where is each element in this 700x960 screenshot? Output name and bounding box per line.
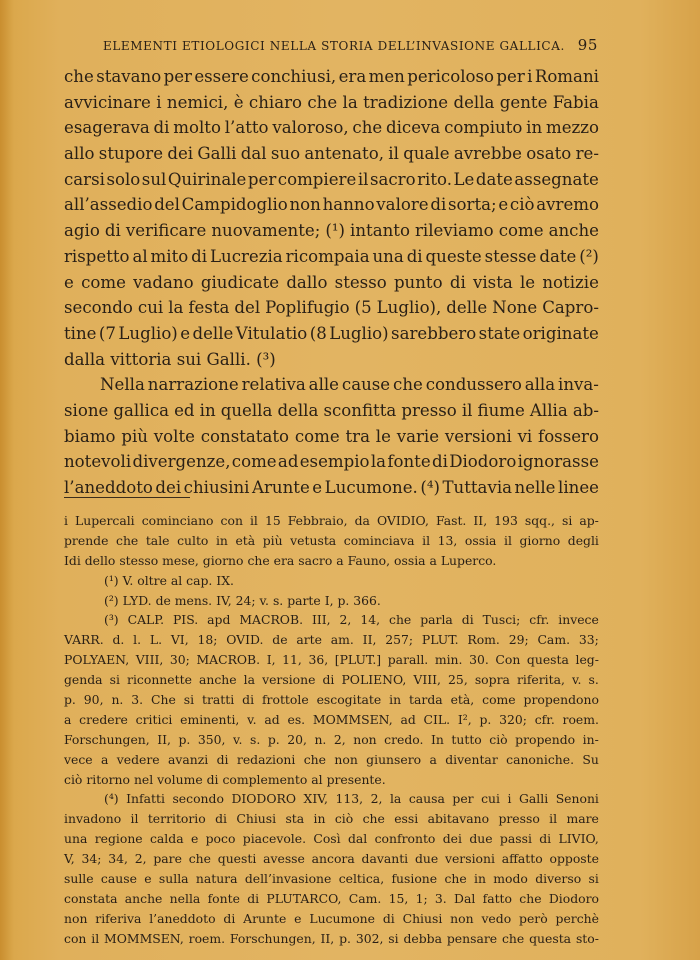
text-line: all’assedio del Campidoglio non hanno valore di sorta; e ciò avremo [64, 195, 599, 215]
footnote-line: con il MOMMSEN, roem. Forschungen, II, p. 302, si debba pensare che questa sto- [64, 930, 599, 946]
footnote-line: p. 90, n. 3. Che si tratti di frottole escogitate in tarda età, come propendono [64, 692, 599, 708]
text-line: biamo più volte constatato come tra le varie versioni vi fossero [64, 426, 599, 446]
footnote-line: genda si riconnette anche la versione di POLIENO, VIII, 25, sopra riferita, v. s. [64, 672, 599, 688]
footnote-line: Forschungen, II, p. 350, v. s. p. 20, n. 2, non credo. In tutto ciò propendo in- [64, 731, 599, 747]
running-header [103, 36, 598, 56]
main-text [64, 64, 599, 501]
text-line: secondo cui la festa del Poplifugio (5 Luglio), delle None Capro- [64, 298, 599, 318]
footnote-line: Idi dello stesso mese, giorno che era sacro a Fauno, ossia a Luperco. [64, 552, 497, 568]
footnote-line: constata anche nella fonte di PLUTARCO, Cam. 15, 1; 3. Dal fatto che Diodoro [64, 890, 599, 906]
footnote-line: vece a vedere avanzi di redazioni che non giunsero a diventar canoniche. Su [64, 751, 599, 767]
page-number: 95 [577, 36, 598, 54]
footnote-line: (⁴) Infatti secondo DIODORO XIV, 113, 2, la causa per cui i Galli Senoni [104, 791, 599, 807]
footnote-line: prende che tale culto in età più vetusta cominciava il 13, ossia il giorno degli [64, 532, 599, 548]
text-line: Nella narrazione relativa alle cause che condussero alla inva- [100, 375, 599, 395]
text-line: notevoli divergenze, come ad esempio la fonte di Diodoro ignorasse [64, 452, 599, 472]
text-line: carsi solo sul Quirinale per compiere il sacro rito. Le date assegnate [64, 169, 599, 189]
footnote-line: V, 34; 34, 2, pare che questi avesse ancora davanti due versioni affatto opposte [64, 851, 599, 867]
footnote-line: a credere critici eminenti, v. ad es. MOMMSEN, ad CIL. I², p. 320; cfr. roem. [64, 711, 599, 727]
text-line: l’aneddoto dei chiusini Arunte e Lucumone. (⁴) Tuttavia nelle linee [64, 478, 599, 497]
text-line: e come vadano giudicate dallo stesso punto di vista le notizie [64, 272, 599, 292]
text-line: avvicinare i nemici, è chiaro che la tradizione della gente Fabia [64, 92, 599, 112]
footnote-line: (²) LYD. de mens. IV, 24; v. s. parte I, p. 366. [104, 592, 381, 608]
running-title: ELEMENTI ETIOLOGICI NELLA STORIA DELL’INVASIONE GALLICA. [103, 39, 565, 53]
footnote-line: POLYAEN, VIII, 30; MACROB. I, 11, 36, [PLUT.] parall. min. 30. Con questa leg- [64, 652, 599, 668]
footnote-line: (³) CALP. PIS. apd MACROB. III, 2, 14, che parla di Tusci; cfr. invece [104, 612, 599, 628]
text-line: che stavano per essere conchiusi, era men pericoloso per i Romani [64, 67, 599, 86]
text-line: dalla vittoria sui Galli. (³) [64, 349, 276, 369]
text-line: agio di verificare nuovamente; (¹) intanto rileviamo come anche [64, 221, 599, 241]
footnote-line: sulle cause e sulla natura dell’invasione celtica, fusione che in modo diverso si [64, 871, 599, 887]
text-line: rispetto al mito di Lucrezia ricompaia una di queste stesse date (²) [64, 246, 599, 266]
footnote-line: ciò ritorno nel volume di complemento al presente. [64, 771, 386, 787]
text-line: tine (7 Luglio) e delle Vitulatio (8 Luglio) sarebbero state originate [64, 323, 599, 343]
text-line: sione gallica ed in quella della sconfitta presso il fiume Allia ab- [64, 400, 599, 420]
footnote-line: non riferiva l’aneddoto di Arunte e Lucumone di Chiusi non vedo però perchè [64, 910, 599, 926]
text-line: allo stupore dei Galli dal suo antenato, il quale avrebbe osato re- [64, 144, 599, 164]
footnote-line: invadono il territorio di Chiusi sta in ciò che essi abitavano presso il mare [64, 811, 599, 827]
footnotes [64, 511, 599, 949]
footnote-line: i Lupercali cominciano con il 15 Febbraio, da OVIDIO, Fast. II, 193 sqq., si ap- [64, 513, 599, 528]
footnote-separator [64, 497, 190, 498]
footnote-line: (¹) V. oltre al cap. IX. [104, 572, 234, 588]
text-line: esagerava di molto l’atto valoroso, che diceva compiuto in mezzo [64, 118, 599, 138]
footnote-line: una regione calda e poco piacevole. Così dal confronto dei due passi di LIVIO, [64, 831, 599, 847]
footnote-line: VARR. d. l. L. VI, 18; OVID. de arte am. II, 257; PLUT. Rom. 29; Cam. 33; [64, 632, 599, 648]
